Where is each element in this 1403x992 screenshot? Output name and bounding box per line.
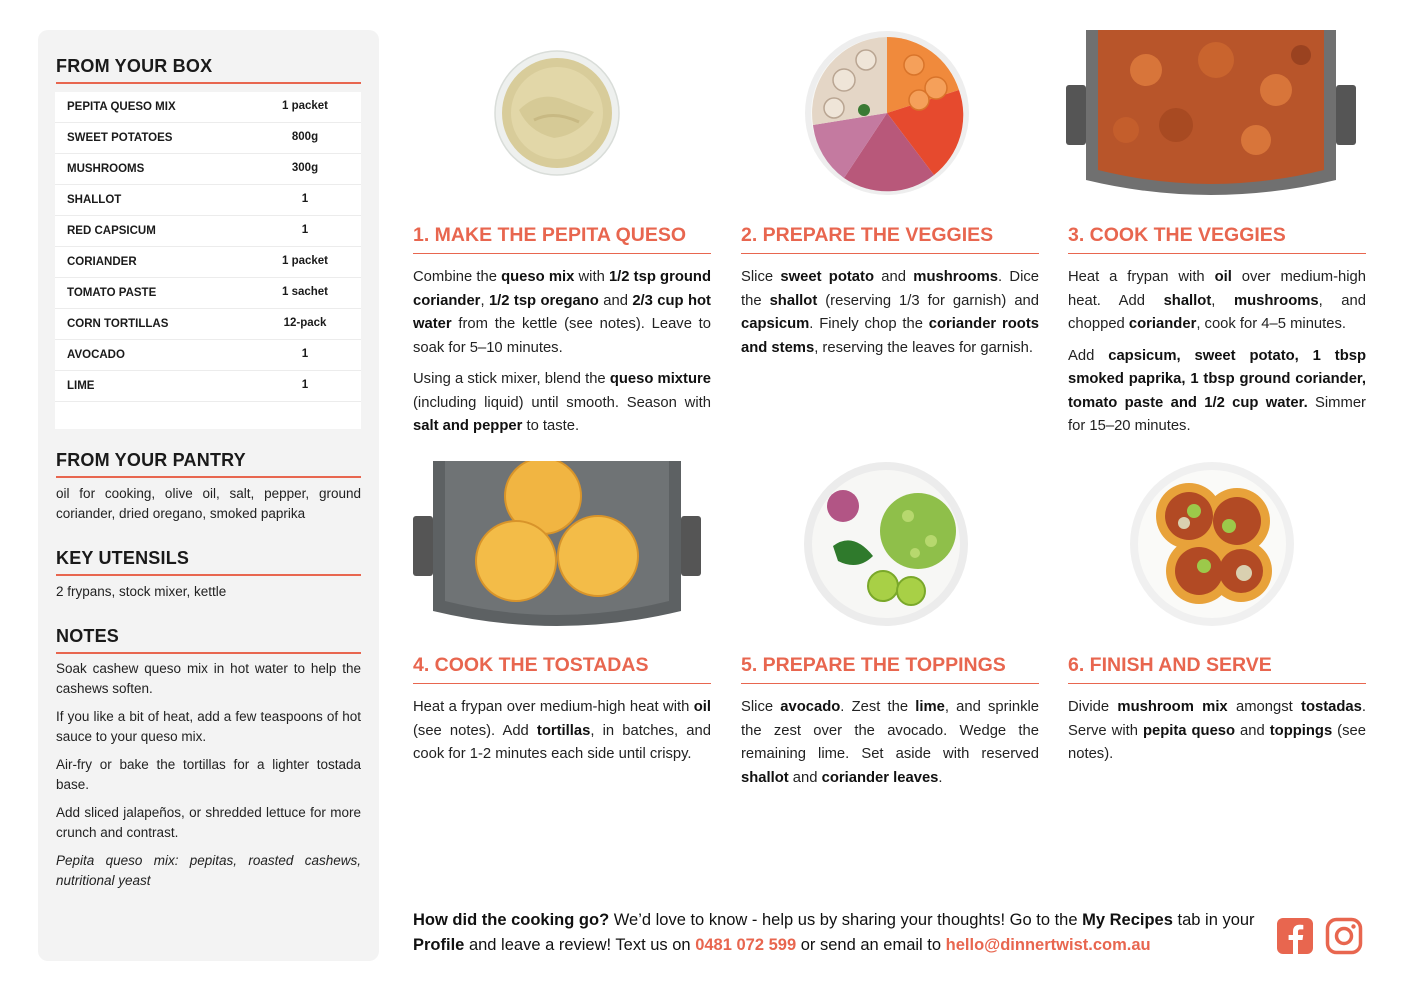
ingredient-name: TOMATO PASTE — [67, 287, 157, 299]
note-item: Soak cashew queso mix in hot water to help the cashews soften. — [56, 661, 361, 696]
ingredient-emphasis: mushrooms — [913, 269, 998, 285]
instruction-text: , and chopped — [1068, 292, 1366, 332]
phone-number-link[interactable]: 0481 072 599 — [695, 936, 797, 954]
instruction-text: and — [598, 292, 633, 309]
ingredient-emphasis: avocado — [780, 699, 841, 715]
ingredient-row — [55, 309, 361, 340]
from-your-box-heading: FROM YOUR BOX — [56, 56, 361, 84]
ingredient-quantity: 1 packet — [281, 100, 329, 112]
instruction-text: from the kettle (see notes). Leave to soak for 5–10 minutes. — [413, 316, 711, 356]
instruction-text: , — [480, 292, 489, 309]
ingredient-emphasis: coriander roots and stems — [741, 316, 1039, 356]
toppings-plate-photo — [803, 461, 969, 627]
instruction-paragraph — [413, 266, 711, 360]
pantry-text: oil for cooking, olive oil, salt, pepper, ground coriander, dried oregano, smoked paprika — [56, 486, 361, 521]
ingredient-quantity: 1 — [301, 379, 309, 391]
instruction-text: Slice — [741, 269, 781, 285]
note-ingredients: Pepita queso mix: pepitas, roasted cashews, nutritional yeast — [56, 853, 361, 888]
instruction-text: , reserving the leaves for garnish. — [814, 339, 1033, 356]
instruction-text: (reserving 1/3 for garnish) and — [817, 292, 1040, 309]
ingredient-row — [55, 216, 361, 247]
instruction-text: Slice — [741, 699, 781, 715]
instruction-paragraph — [413, 696, 711, 767]
ingredient-emphasis: 2/3 cup hot water — [413, 292, 711, 332]
ingredient-row — [55, 278, 361, 309]
ingredient-emphasis: capsicum, sweet potato, 1 tbsp smoked paprika, 1 tbsp ground coriander, tomato paste and 1/2 cup water. — [1068, 347, 1366, 411]
ingredient-emphasis: salt and pepper — [413, 418, 523, 434]
tortillas-in-pan-photo — [413, 461, 701, 627]
utensils-text: 2 frypans, stock mixer, kettle — [56, 584, 227, 599]
footer-text: tab in your — [1172, 911, 1255, 929]
instruction-paragraph — [1068, 345, 1366, 439]
footer-text: We’d love to know - help us by sharing your thoughts! Go to the — [609, 911, 1083, 929]
ingredient-name: AVOCADO — [67, 349, 125, 361]
instruction-text: . Finely chop the — [809, 316, 929, 332]
instruction-text: Add — [1068, 347, 1109, 364]
instruction-text: and — [874, 269, 914, 285]
ingredient-emphasis: sweet potato — [780, 269, 874, 285]
ingredient-name: SHALLOT — [67, 194, 122, 206]
instruction-text: (see notes). Add — [413, 722, 537, 739]
instruction-text: . Dice the — [741, 269, 1039, 309]
ingredient-quantity: 1 packet — [281, 255, 329, 267]
instruction-text: and — [1235, 722, 1270, 739]
my-recipes-label: My Recipes — [1082, 911, 1173, 929]
ingredient-quantity: 800g — [291, 131, 319, 143]
ingredient-emphasis: oil — [693, 699, 711, 715]
instagram-icon[interactable] — [1325, 917, 1363, 955]
instruction-text: Using a stick mixer, blend the — [413, 371, 610, 387]
feedback-footer — [413, 908, 1263, 958]
ingredient-quantity: 1 — [301, 348, 309, 360]
instruction-paragraph — [1068, 696, 1366, 767]
note-item: If you like a bit of heat, add a few teaspoons of hot sauce to your queso mix. — [56, 709, 361, 744]
ingredient-row — [55, 92, 361, 123]
step-6-title: 6. FINISH AND SERVE — [1068, 654, 1366, 684]
step-1-instructions — [413, 266, 711, 447]
instruction-text: (including liquid) until smooth. Season with — [413, 394, 711, 411]
ingredient-row — [55, 371, 361, 402]
instruction-text: Simmer for 15–20 minutes. — [1068, 394, 1366, 434]
note-item: Add sliced jalapeños, or shredded lettuce for more crunch and contrast. — [56, 805, 361, 840]
ingredient-emphasis: toppings — [1269, 722, 1333, 739]
tostadas-plate-photo — [1129, 461, 1295, 627]
from-your-pantry-heading: FROM YOUR PANTRY — [56, 450, 361, 478]
ingredient-emphasis: 1/2 tsp ground coriander — [413, 269, 711, 309]
ingredient-quantity: 12-pack — [283, 317, 327, 329]
ingredient-row — [55, 185, 361, 216]
instruction-paragraph — [1068, 266, 1366, 337]
ingredient-emphasis: shallot — [741, 769, 789, 786]
ingredient-quantity: 1 — [301, 224, 309, 236]
instruction-paragraph — [741, 696, 1039, 790]
ingredient-emphasis: pepita queso — [1142, 722, 1236, 739]
ingredient-name: SWEET POTATOES — [67, 132, 173, 144]
ingredient-emphasis: coriander leaves — [821, 769, 939, 786]
profile-label: Profile — [413, 936, 465, 954]
queso-bowl-photo — [494, 50, 620, 176]
step-4-title: 4. COOK THE TOSTADAS — [413, 654, 711, 684]
ingredient-emphasis: shallot — [1163, 292, 1212, 309]
ingredient-emphasis: lime — [915, 699, 945, 715]
instruction-text: over medium-high heat. Add — [1068, 269, 1366, 309]
step-1-title: 1. MAKE THE PEPITA QUESO — [413, 224, 711, 254]
instruction-text: . Serve with — [1068, 699, 1366, 739]
veggies-in-pan-photo — [1066, 30, 1356, 197]
instruction-text: , cook for 4–5 minutes. — [1196, 316, 1347, 332]
email-link[interactable]: hello@dinnertwist.com.au — [945, 936, 1151, 954]
ingredient-row — [55, 340, 361, 371]
ingredient-emphasis: oil — [1214, 269, 1232, 285]
instruction-text: , and sprinkle the zest over the avocado. Wedge the remaining lime. Set aside with reserved — [741, 699, 1039, 762]
ingredient-name: MUSHROOMS — [67, 163, 145, 175]
box-ingredients-table — [55, 92, 361, 429]
step-3-title: 3. COOK THE VEGGIES — [1068, 224, 1366, 254]
ingredient-emphasis: queso mixture — [609, 371, 711, 387]
footer-text: and leave a review! Text us on — [464, 936, 696, 954]
key-utensils-heading: KEY UTENSILS — [56, 548, 361, 576]
facebook-icon[interactable] — [1276, 917, 1314, 955]
ingredient-emphasis: coriander — [1128, 316, 1197, 332]
ingredient-emphasis: 1/2 tsp oregano — [488, 292, 599, 309]
ingredient-emphasis: capsicum — [741, 316, 810, 332]
instruction-paragraph — [413, 368, 711, 439]
footer-text: or send an email to — [796, 936, 946, 954]
ingredient-name: RED CAPSICUM — [67, 225, 156, 237]
ingredients-sidebar — [38, 30, 379, 961]
ingredient-emphasis: queso mix — [501, 269, 575, 285]
step-3-instructions — [1068, 266, 1366, 447]
ingredient-quantity: 300g — [291, 162, 319, 174]
instruction-text: , — [1211, 292, 1234, 309]
ingredient-emphasis: tortillas — [536, 722, 591, 739]
ingredient-row — [55, 247, 361, 278]
instruction-text: . — [938, 769, 943, 786]
chopped-veggies-photo — [804, 30, 970, 196]
ingredient-name: PEPITA QUESO MIX — [67, 101, 176, 113]
instruction-text: (see notes). — [1068, 722, 1366, 762]
ingredient-emphasis: mushrooms — [1233, 292, 1319, 309]
ingredient-emphasis: shallot — [769, 292, 818, 309]
instruction-paragraph — [741, 266, 1039, 360]
instruction-text: with — [574, 269, 609, 285]
ingredient-row — [55, 154, 361, 185]
ingredient-name: CORIANDER — [67, 256, 137, 268]
instruction-text: Combine the — [413, 269, 502, 285]
ingredient-emphasis: mushroom mix — [1117, 699, 1228, 715]
note-item: Air-fry or bake the tortillas for a lighter tostada base. — [56, 757, 361, 792]
notes-list — [56, 659, 361, 899]
step-2-title: 2. PREPARE THE VEGGIES — [741, 224, 1039, 254]
ingredient-quantity: 1 sachet — [281, 286, 329, 298]
step-6-instructions — [1068, 696, 1366, 775]
instruction-text: , in batches, and cook for 1-2 minutes each side until crispy. — [413, 722, 711, 762]
ingredient-quantity: 1 — [301, 193, 309, 205]
step-4-instructions — [413, 696, 711, 775]
ingredient-emphasis: tostadas — [1301, 699, 1362, 715]
instruction-text: Heat a frypan over medium-high heat with — [413, 699, 694, 715]
ingredient-name: CORN TORTILLAS — [67, 318, 169, 330]
notes-heading: NOTES — [56, 626, 361, 654]
instruction-text: and — [788, 769, 822, 786]
instruction-text: Divide — [1068, 699, 1118, 715]
ingredient-row — [55, 123, 361, 154]
instruction-text: to taste. — [522, 418, 580, 434]
instruction-text: . Zest the — [840, 699, 916, 715]
instruction-text: amongst — [1227, 699, 1302, 715]
step-5-instructions — [741, 696, 1039, 798]
feedback-question: How did the cooking go? — [413, 911, 610, 929]
step-5-title: 5. PREPARE THE TOPPINGS — [741, 654, 1039, 684]
instruction-text: Heat a frypan with — [1068, 269, 1215, 285]
step-2-instructions — [741, 266, 1039, 368]
ingredient-name: LIME — [67, 380, 95, 392]
